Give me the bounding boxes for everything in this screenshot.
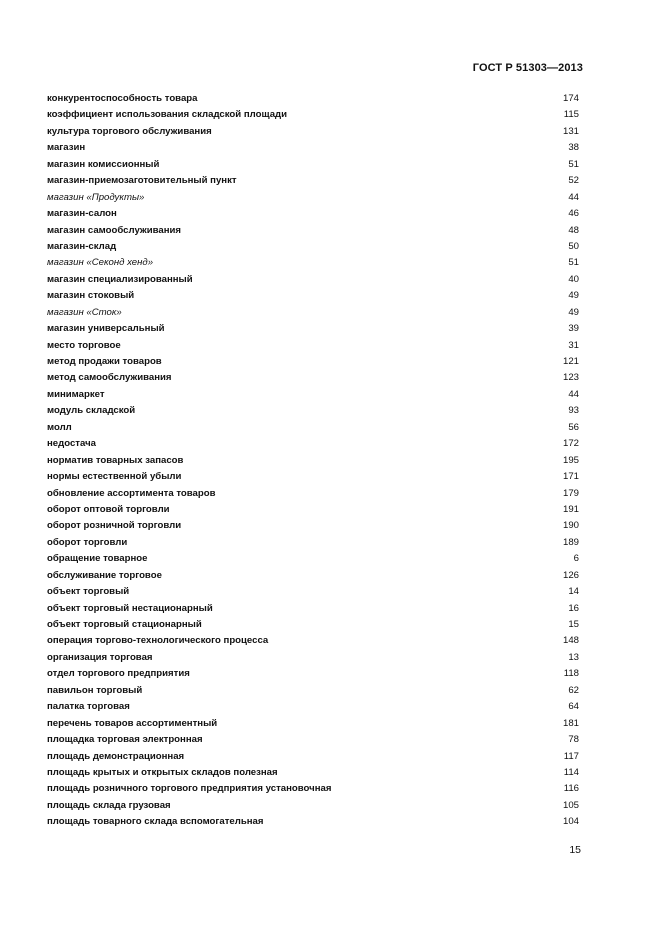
- index-entry: [47, 699, 579, 715]
- index-page-ref: 44: [568, 388, 579, 400]
- index-term: обслуживание торговое: [47, 569, 162, 581]
- index-term: палатка торговая: [47, 701, 130, 713]
- index-term: магазин «Секонд хенд»: [47, 257, 154, 269]
- index-page-ref: 117: [563, 750, 579, 762]
- index-term: обновление ассортимента товаров: [47, 487, 216, 499]
- index-page-ref: 14: [568, 586, 579, 598]
- index-page-ref: 15: [568, 619, 579, 630]
- index-entry: [47, 781, 579, 797]
- index-term: площадь товарного склада вспомогательная: [47, 816, 264, 828]
- index-term: магазин: [47, 142, 86, 154]
- index-term: операция торгово-технологического процесса: [47, 635, 269, 647]
- index-term: культура торгового обслуживания: [47, 125, 212, 137]
- index-term: магазин комиссионный: [47, 158, 160, 170]
- index-page-ref: 181: [562, 717, 579, 729]
- index-term: павильон торговый: [47, 684, 143, 696]
- index-page-ref: 171: [562, 471, 579, 483]
- index-term: магазин-приемозаготовительный пункт: [47, 175, 237, 187]
- index-entry: [47, 535, 579, 551]
- index-entry: [47, 288, 579, 304]
- index-entry: [47, 173, 579, 189]
- index-term: нормы естественной убыли: [47, 471, 182, 483]
- index-page-ref: 131: [562, 125, 579, 137]
- index-entry: [47, 124, 579, 140]
- index-entry: [47, 354, 579, 370]
- index-page-ref: 115: [563, 109, 579, 121]
- index-page-ref: 121: [562, 356, 579, 367]
- index-entry: [47, 420, 579, 436]
- index-term: площадка торговая электронная: [47, 734, 203, 746]
- index-term: площадь склада грузовая: [47, 799, 171, 811]
- index-page-ref: 51: [568, 257, 579, 269]
- index-page-ref: 64: [568, 701, 579, 713]
- index-term: магазин универсальный: [47, 323, 165, 335]
- index-entry: [47, 321, 579, 337]
- index-term: магазин «Продукты»: [47, 191, 145, 203]
- index-entry: [47, 601, 579, 617]
- index-term: обращение товарное: [47, 553, 148, 565]
- index-entry: [47, 518, 579, 534]
- index-page-ref: 114: [563, 766, 579, 778]
- index-term: норматив товарных запасов: [47, 454, 184, 466]
- index-entry: [47, 666, 579, 682]
- index-page-ref: 16: [568, 602, 579, 614]
- index-entry: [47, 190, 579, 206]
- index-term: метод самообслуживания: [47, 372, 172, 384]
- index-term: модуль складской: [47, 405, 136, 417]
- index-page-ref: 49: [568, 290, 579, 302]
- index-page-ref: 148: [562, 635, 579, 647]
- index-page-ref: 38: [568, 142, 579, 154]
- document-header: ГОСТ Р 51303—2013: [472, 62, 583, 74]
- index-term: перечень товаров ассортиментный: [47, 717, 218, 729]
- index-entry: [47, 798, 579, 814]
- index-page-ref: 62: [568, 684, 579, 696]
- index-entry: [47, 568, 579, 584]
- index-page-ref: 179: [562, 487, 579, 499]
- index-entry: [47, 91, 579, 107]
- index-entry: [47, 206, 579, 222]
- index-entry: [47, 633, 579, 649]
- index-term: площадь розничного торгового предприятия установочная: [47, 783, 332, 795]
- index-page-ref: 195: [562, 454, 579, 466]
- index-page-ref: 50: [568, 240, 579, 252]
- index-page-ref: 105: [562, 799, 579, 811]
- index-entry: [47, 272, 579, 288]
- index-entry: [47, 157, 579, 173]
- index-term: место торговое: [47, 339, 121, 351]
- index-term: молл: [47, 421, 72, 433]
- index-page-ref: 52: [568, 175, 579, 187]
- index-term: коэффициент использования складской площади: [47, 109, 288, 121]
- index-entry: [47, 584, 579, 600]
- index-term: отдел торгового предприятия: [47, 668, 190, 680]
- index-entry: [47, 502, 579, 518]
- index-entry: [47, 749, 579, 765]
- index-page-ref: 78: [568, 734, 579, 746]
- index-entry: [47, 732, 579, 748]
- index-page-ref: 13: [568, 651, 579, 663]
- index-term: минимаркет: [47, 388, 105, 400]
- index-entry: [47, 617, 579, 633]
- index-entry: [47, 650, 579, 666]
- index-page-ref: 174: [562, 93, 579, 104]
- index-entry: [47, 107, 579, 123]
- index-term: объект торговый нестационарный: [47, 602, 213, 614]
- index-entry: [47, 683, 579, 699]
- index-term: оборот оптовой торговли: [47, 503, 170, 515]
- index-entry: [47, 140, 579, 156]
- index-term: магазин «Сток»: [47, 306, 122, 318]
- index-entry: [47, 436, 579, 452]
- index-term: магазин-салон: [47, 208, 117, 220]
- index-term: объект торговый: [47, 586, 130, 598]
- index-entry: [47, 338, 579, 354]
- index-page-ref: 93: [568, 405, 579, 417]
- index-page-ref: 31: [568, 339, 579, 351]
- index-page-ref: 190: [562, 520, 579, 532]
- index-page-ref: 51: [568, 158, 579, 170]
- index-page-ref: 56: [568, 421, 579, 433]
- index-entry: [47, 239, 579, 255]
- index-term: магазин специализированный: [47, 273, 193, 285]
- index-entry: [47, 716, 579, 732]
- index-term: оборот розничной торговли: [47, 520, 182, 532]
- index-term: метод продажи товаров: [47, 356, 162, 367]
- page-number: 15: [569, 844, 581, 856]
- index-page-ref: 189: [562, 536, 579, 548]
- index-term: недостача: [47, 438, 96, 450]
- index-term: магазин-склад: [47, 240, 117, 252]
- alphabetical-index: [47, 91, 579, 831]
- index-entry: [47, 469, 579, 485]
- index-page-ref: 6: [573, 553, 579, 565]
- index-entry: [47, 223, 579, 239]
- index-page-ref: 116: [563, 783, 579, 795]
- index-page-ref: 126: [562, 569, 579, 581]
- index-entry: [47, 403, 579, 419]
- index-page-ref: 39: [568, 323, 579, 335]
- index-entry: [47, 370, 579, 386]
- index-term: магазин стоковый: [47, 290, 135, 302]
- index-page-ref: 104: [562, 816, 579, 828]
- index-term: площадь крытых и открытых складов полезная: [47, 766, 278, 778]
- index-entry: [47, 453, 579, 469]
- index-entry: [47, 814, 579, 830]
- index-entry: [47, 486, 579, 502]
- index-entry: [47, 551, 579, 567]
- index-entry: [47, 765, 579, 781]
- index-term: магазин самообслуживания: [47, 224, 182, 236]
- index-term: конкурентоспособность товара: [47, 93, 198, 104]
- index-term: объект торговый стационарный: [47, 619, 202, 630]
- index-page-ref: 172: [562, 438, 579, 450]
- index-page-ref: 49: [568, 306, 579, 318]
- index-page-ref: 191: [562, 503, 579, 515]
- index-entry: [47, 255, 579, 271]
- index-term: организация торговая: [47, 651, 153, 663]
- index-page-ref: 46: [568, 208, 579, 220]
- index-page-ref: 123: [562, 372, 579, 384]
- index-page-ref: 118: [563, 668, 579, 680]
- index-entry: [47, 305, 579, 321]
- index-page-ref: 48: [568, 224, 579, 236]
- index-term: оборот торговли: [47, 536, 128, 548]
- index-entry: [47, 387, 579, 403]
- index-page-ref: 44: [568, 191, 579, 203]
- index-term: площадь демонстрационная: [47, 750, 185, 762]
- index-page-ref: 40: [568, 273, 579, 285]
